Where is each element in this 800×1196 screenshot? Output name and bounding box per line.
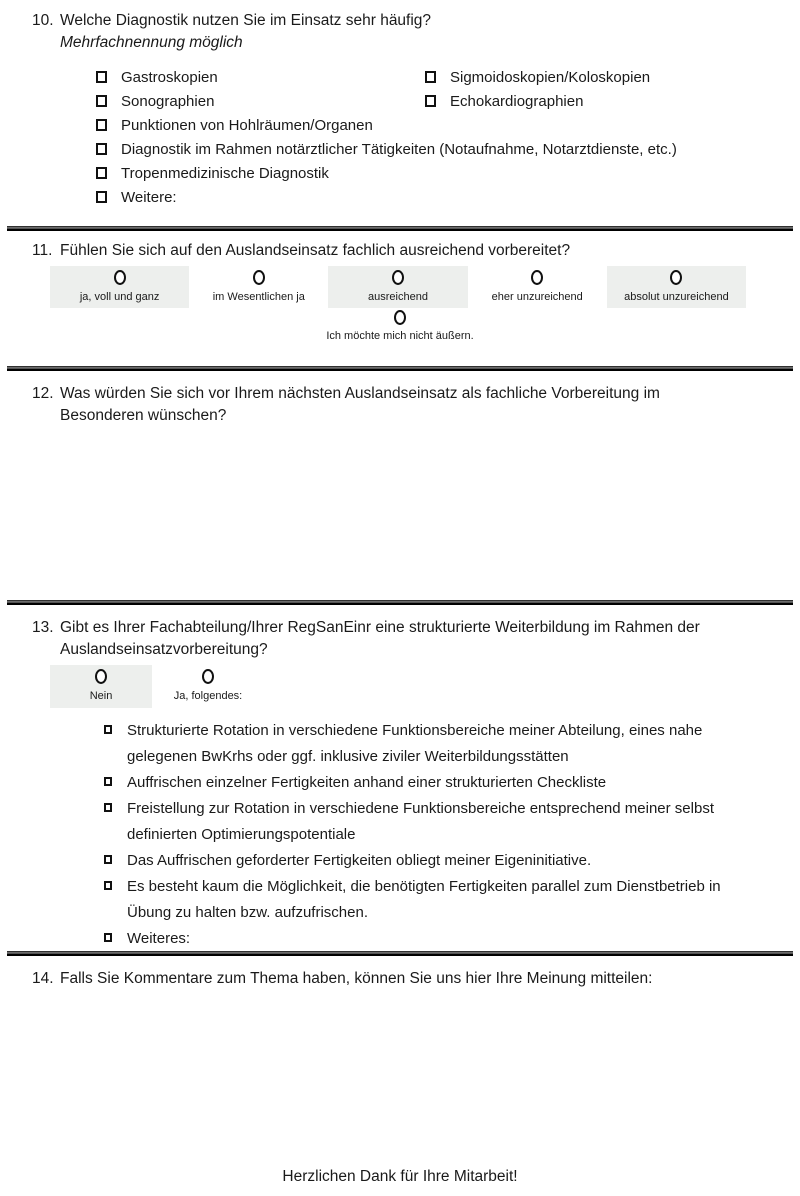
checkbox-label: Sigmoidoskopien/Koloskopien <box>450 68 651 86</box>
question-14-section <box>0 956 800 1196</box>
question-14-answer-area[interactable] <box>0 990 800 1196</box>
question-13-yesno <box>50 665 800 708</box>
option-tropenmedizin[interactable] <box>96 165 329 182</box>
scale-option-im-wesentlichen-ja[interactable] <box>189 266 328 308</box>
checkbox-label: Punktionen von Hohlräumen/Organen <box>121 116 373 134</box>
checkbox-icon[interactable] <box>96 95 107 107</box>
question-11-title <box>0 240 800 262</box>
scale-option-eher-unzureichend[interactable] <box>468 266 607 308</box>
checkbox-icon[interactable] <box>96 167 107 179</box>
option-kaum-moeglichkeit[interactable] <box>104 874 800 926</box>
radio-icon[interactable] <box>670 270 682 285</box>
question-13-options <box>104 718 800 952</box>
radio-icon[interactable] <box>394 310 406 325</box>
option-sonographien[interactable] <box>96 93 425 110</box>
radio-icon[interactable] <box>392 270 404 285</box>
option-freistellung-rotation[interactable] <box>104 796 800 848</box>
scale-label: eher unzureichend <box>491 291 583 303</box>
checkbox-label: Das Auffrischen geforderter Fertigkeiten obliegt meiner Eigeninitiative. <box>127 852 592 869</box>
option-row <box>96 89 800 113</box>
option-strukturierte-rotation[interactable] <box>104 718 800 770</box>
scale-label: im Wesentlichen ja <box>212 291 305 303</box>
checkbox-label: Freistellung zur Rotation in verschiedene Funktionsbereiche entsprechend meiner selbst definierten Optimierungspotentiale <box>127 800 714 843</box>
question-12-title <box>0 383 800 427</box>
question-10-title <box>0 10 800 32</box>
checkbox-icon[interactable] <box>425 95 436 107</box>
option-auffrischen-checkliste[interactable] <box>104 770 800 796</box>
question-10-text: Welche Diagnostik nutzen Sie im Einsatz sehr häufig? <box>60 12 432 29</box>
radio-label: Ja, folgendes: <box>173 690 243 702</box>
checkbox-icon[interactable] <box>96 191 107 203</box>
checkbox-label: Gastroskopien <box>121 68 218 86</box>
radio-icon[interactable] <box>202 669 214 684</box>
radio-icon[interactable] <box>95 669 107 684</box>
scale-option-ausreichend[interactable] <box>328 266 467 308</box>
scale-label: ja, voll und ganz <box>79 291 160 303</box>
checkbox-label: Diagnostik im Rahmen notärztlicher Tätigkeiten (Notaufnahme, Notarztdienste, etc.) <box>121 140 677 158</box>
checkbox-icon[interactable] <box>104 803 112 812</box>
checkbox-icon[interactable] <box>104 933 112 942</box>
radio-icon[interactable] <box>253 270 265 285</box>
question-10-hint: Mehrfachnennung möglich <box>60 34 243 51</box>
question-11-text: Fühlen Sie sich auf den Auslandseinsatz fachlich ausreichend vorbereitet? <box>60 242 571 259</box>
question-11-scale <box>50 266 746 308</box>
checkbox-icon[interactable] <box>96 71 107 83</box>
scale-option-ja-voll-und-ganz[interactable] <box>50 266 189 308</box>
thank-you-note: Herzlichen Dank für Ihre Mitarbeit! <box>282 1168 518 1185</box>
option-sigmoidoskopien[interactable] <box>425 69 650 86</box>
question-13-section <box>0 605 800 951</box>
checkbox-label: Weiteres: <box>127 930 191 947</box>
question-10-section <box>0 0 800 226</box>
checkbox-icon[interactable] <box>104 777 112 786</box>
option-nein[interactable] <box>50 665 152 708</box>
option-row <box>96 185 800 209</box>
option-ja-folgendes[interactable] <box>166 665 250 708</box>
checkbox-icon[interactable] <box>425 71 436 83</box>
scale-option-absolut-unzureichend[interactable] <box>607 266 746 308</box>
question-14-title <box>0 968 800 990</box>
question-11-number: 11. <box>32 242 53 259</box>
scale-option-keine-aeusserung[interactable] <box>0 310 800 343</box>
checkbox-label: Sonographien <box>121 92 215 110</box>
option-row <box>96 113 800 137</box>
checkbox-label: Tropenmedizinische Diagnostik <box>121 164 329 182</box>
checkbox-label: Weitere: <box>121 188 177 206</box>
option-gastroskopien[interactable] <box>96 69 425 86</box>
option-punktionen[interactable] <box>96 117 373 134</box>
question-13-number: 13. <box>32 619 54 636</box>
checkbox-label: Echokardiographien <box>450 92 584 110</box>
option-row <box>96 65 800 89</box>
question-12-text: Was würden Sie sich vor Ihrem nächsten Auslandseinsatz als fachliche Vorbereitung im Besonderen wünschen? <box>60 385 660 424</box>
checkbox-icon[interactable] <box>96 119 107 131</box>
question-13-title <box>0 617 800 661</box>
option-weiteres[interactable] <box>104 926 800 952</box>
checkbox-icon[interactable] <box>104 855 112 864</box>
question-13-text: Gibt es Ihrer Fachabteilung/Ihrer RegSanEinr eine strukturierte Weiterbildung im Rahmen der Auslandseinsatzvorbereitung? <box>60 619 700 658</box>
question-14-text: Falls Sie Kommentare zum Thema haben, können Sie uns hier Ihre Meinung mitteilen: <box>60 970 653 987</box>
checkbox-label: Strukturierte Rotation in verschiedene Funktionsbereiche meiner Abteilung, eines nahe gelegenen BwKrhs oder ggf. inklusive ziviler Weiterbildungsstätten <box>127 722 703 765</box>
option-row <box>96 161 800 185</box>
checkbox-icon[interactable] <box>96 143 107 155</box>
checkbox-label: Es besteht kaum die Möglichkeit, die benötigten Fertigkeiten parallel zum Dienstbetrieb in Übung zu halten bzw. aufzufrischen. <box>127 878 721 921</box>
radio-label: Nein <box>89 690 113 702</box>
question-12-section <box>0 371 800 600</box>
checkbox-icon[interactable] <box>104 881 112 890</box>
option-notarzt-diagnostik[interactable] <box>96 141 677 158</box>
question-10-options <box>96 65 800 209</box>
question-12-number: 12. <box>32 385 54 402</box>
option-eigeninitiative[interactable] <box>104 848 800 874</box>
option-row <box>96 137 800 161</box>
scale-label: Ich möchte mich nicht äußern. <box>326 330 474 342</box>
scale-label: ausreichend <box>368 291 428 303</box>
question-11-section <box>0 231 800 366</box>
checkbox-label: Auffrischen einzelner Fertigkeiten anhand einer strukturierten Checkliste <box>127 774 607 791</box>
radio-icon[interactable] <box>531 270 543 285</box>
question-10-number: 10. <box>32 12 54 29</box>
option-echokardiographien[interactable] <box>425 93 583 110</box>
radio-icon[interactable] <box>114 270 126 285</box>
question-14-number: 14. <box>32 970 54 987</box>
checkbox-icon[interactable] <box>104 725 112 734</box>
scale-label: absolut unzureichend <box>624 291 729 303</box>
question-12-answer-area[interactable] <box>0 427 800 600</box>
option-weitere[interactable] <box>96 189 177 206</box>
